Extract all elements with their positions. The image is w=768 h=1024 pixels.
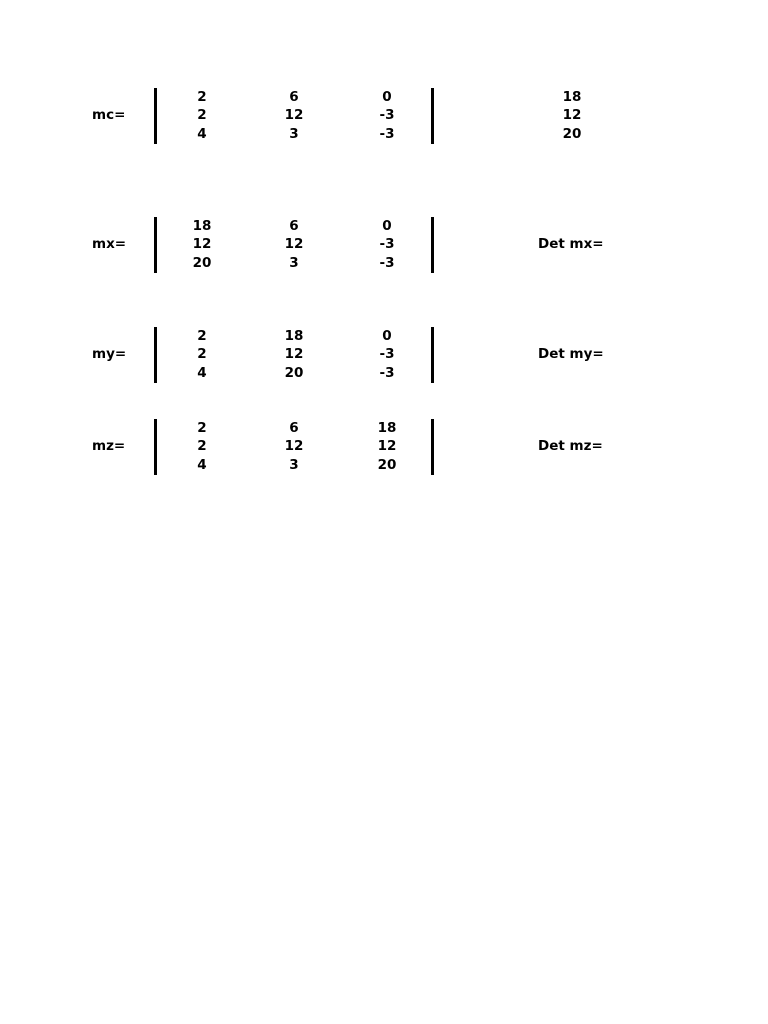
- matrix-cell: 0: [382, 328, 392, 344]
- matrix-cell: 2: [197, 420, 207, 436]
- determinant-label: Det mz=: [538, 438, 603, 454]
- matrix-cell: 12: [284, 107, 304, 123]
- matrix-bracket-right: [431, 327, 434, 383]
- matrix-label: mz=: [92, 438, 126, 454]
- matrix-cell: 20: [192, 255, 212, 271]
- matrix-cell: 12: [284, 346, 304, 362]
- matrix-cell: 12: [377, 438, 397, 454]
- matrix-cell: 18: [284, 328, 304, 344]
- matrix-my: [0, 325, 768, 383]
- matrix-label: mc=: [92, 107, 126, 123]
- matrix-cell: 6: [289, 420, 299, 436]
- constant-cell: 18: [562, 89, 582, 105]
- matrix-cell: -3: [379, 107, 395, 123]
- matrix-cell: -3: [379, 346, 395, 362]
- matrix-cell: 12: [284, 438, 304, 454]
- matrix-bracket-left: [154, 419, 157, 475]
- matrix-cell: -3: [379, 126, 395, 142]
- matrix-bracket-left: [154, 327, 157, 383]
- matrix-cell: 12: [192, 236, 212, 252]
- matrix-cell: 2: [197, 107, 207, 123]
- determinant-label: Det mx=: [538, 236, 604, 252]
- matrix-cell: 4: [197, 126, 207, 142]
- constant-cell: 12: [562, 107, 582, 123]
- matrix-cell: 12: [284, 236, 304, 252]
- matrix-cell: 3: [289, 255, 299, 271]
- matrix-cell: 4: [197, 365, 207, 381]
- matrix-bracket-left: [154, 88, 157, 144]
- matrix-cell: -3: [379, 255, 395, 271]
- matrix-cell: -3: [379, 236, 395, 252]
- matrix-cell: -3: [379, 365, 395, 381]
- matrix-bracket-right: [431, 217, 434, 273]
- matrix-cell: 2: [197, 346, 207, 362]
- matrix-cell: 2: [197, 89, 207, 105]
- matrix-mc: [0, 86, 768, 144]
- matrix-mx: [0, 215, 768, 273]
- matrix-cell: 20: [377, 457, 397, 473]
- matrix-label: my=: [92, 346, 127, 362]
- matrix-cell: 0: [382, 89, 392, 105]
- matrix-cell: 4: [197, 457, 207, 473]
- matrix-cell: 6: [289, 89, 299, 105]
- matrix-cell: 3: [289, 457, 299, 473]
- determinant-label: Det my=: [538, 346, 604, 362]
- matrix-bracket-right: [431, 88, 434, 144]
- matrix-cell: 2: [197, 328, 207, 344]
- matrix-cell: 18: [377, 420, 397, 436]
- matrix-mz: [0, 417, 768, 475]
- matrix-cell: 18: [192, 218, 212, 234]
- matrix-cell: 6: [289, 218, 299, 234]
- matrix-cell: 20: [284, 365, 304, 381]
- matrix-bracket-right: [431, 419, 434, 475]
- matrix-label: mx=: [92, 236, 127, 252]
- matrix-cell: 2: [197, 438, 207, 454]
- matrix-cell: 3: [289, 126, 299, 142]
- matrix-cell: 0: [382, 218, 392, 234]
- matrix-bracket-left: [154, 217, 157, 273]
- constant-cell: 20: [562, 126, 582, 142]
